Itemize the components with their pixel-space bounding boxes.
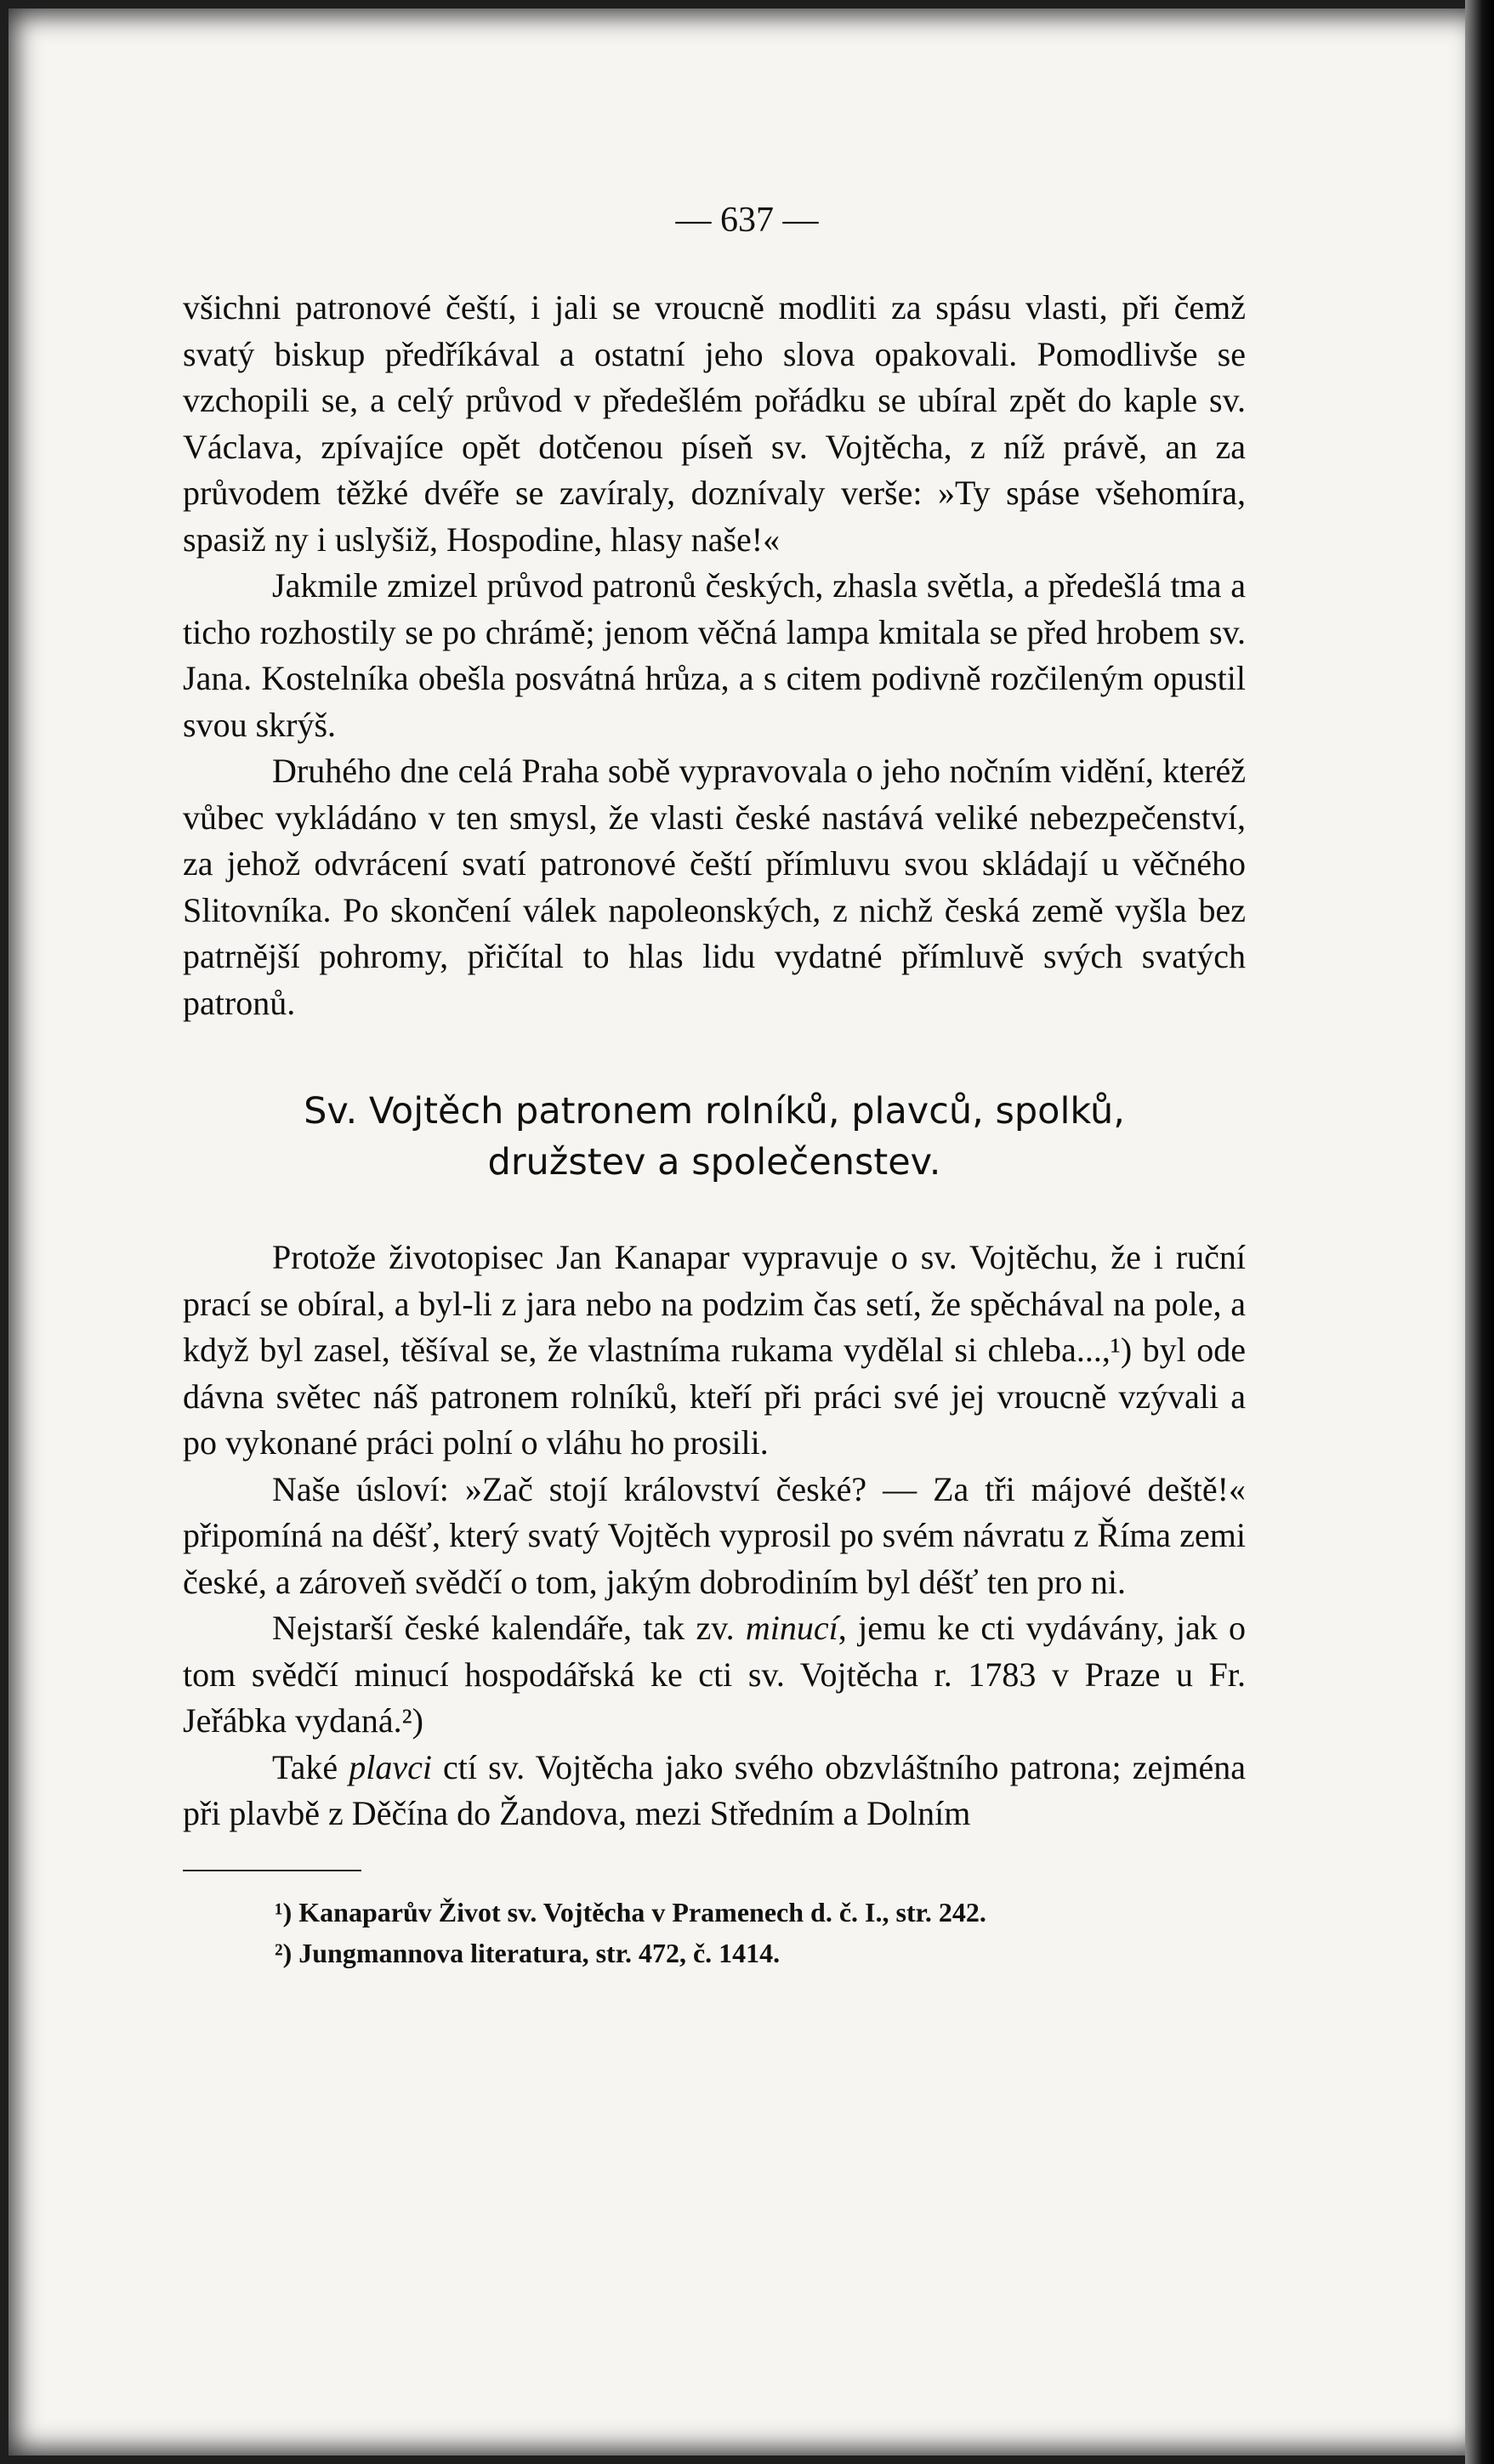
page-number: — 637 —	[675, 201, 819, 240]
paragraph-6	[183, 1605, 1246, 1745]
paragraph-7-italic-term: plavci	[349, 1747, 432, 1786]
paragraph-1: všichni patronové čeští, i jali se vroucně modliti za spásu vlasti, při čemž svatý biskup předříkával a ostatní jeho slova opakovali. Pomodlivše se vzchopili se, a celý průvod v předešlém pořádku se ubíral zpět do kaple sv. Václava, zpívajíce opět dotčenou píseň sv. Vojtěcha, z níž právě, an za průvodem těžké dvéře se zavíraly, doznívaly verše: »Ty spáse všehomíra, spasiž ny i uslyšiž, Hospodine, hlasy naše!«	[183, 288, 1246, 559]
paragraph-7-text-end: ctí sv. Vojtěcha jako svého obzvláštního patrona; zejména při plavbě z Děčína do Žandova, mezi Středním a Dolním	[183, 1747, 1246, 1832]
paragraph-2: Jakmile zmizel průvod patronů českých, zhasla světla, a předešlá tma a ticho rozhostily se po chrámě; jenom věčná lampa kmitala se před hrobem sv. Jana. Kostelníka obešla posvátná hrůza, a s citem podivně rozčileným opustil svou skrýš.	[183, 566, 1246, 744]
paragraph-4: Protože životopisec Jan Kanapar vypravuje o sv. Vojtěchu, že i ruční prací se obíral, a byl-li z jara nebo na podzim čas setí, že spěchával na pole, a když byl zasel, těšíval se, že vlastníma rukama vydělal si chleba...,¹) byl ode dávna světec náš patronem rolníků, kteří při práci své jej vroucně vzývali a po vykonané práci polní o vláhu ho prosili.	[183, 1238, 1246, 1462]
paragraph-3: Druhého dne celá Praha sobě vypravovala o jeho nočním vidění, kteréž vůbec vykládáno v ten smysl, že vlasti české nastává veliké nebezpečenství, za jehož odvrácení svatí patronové čeští přímluvu svou skládají u věčného Slitovníka. Po skončení válek napoleonských, z nichž česká země vyšla bez patrnější pohromy, přičítal to hlas lidu vydatné přímluvě svých svatých patronů.	[183, 752, 1246, 1022]
section-heading	[183, 1086, 1246, 1188]
paragraph-6-italic-term: minucí	[745, 1609, 838, 1647]
section-heading-line-2: družstev a společenstev.	[487, 1141, 941, 1184]
paragraph-7-text-start: Také	[272, 1747, 349, 1786]
footnote-2: ²) Jungmannova literatura, str. 472, č. 1414.	[275, 1937, 781, 1968]
paragraph-7	[183, 1745, 1246, 1837]
footnote-1: ¹) Kanaparův Život sv. Vojtěcha v Pramenech d. č. I., str. 242.	[275, 1896, 986, 1927]
paragraph-5: Naše úsloví: »Zač stojí království české? — Za tři májové deště!« připomíná na déšť, který svatý Vojtěch vyprosil po svém návratu z Říma zemi české, a zároveň svědčí o tom, jakým dobrodiním byl déšť ten pro ni.	[183, 1469, 1246, 1601]
paragraph-6-text-end: , jemu ke cti vydávány, jak o tom svědčí minucí hospodářská ke cti sv. Vojtěcha r. 1783 v Praze u Fr. Jeřábka vydaná.²)	[183, 1609, 1246, 1740]
footnotes	[183, 1892, 1246, 1973]
page-body	[183, 285, 1246, 1973]
paragraph-6-text-start: Nejstarší české kalendáře, tak zv.	[272, 1609, 746, 1647]
section-heading-line-1: Sv. Vojtěch patronem rolníků, plavců, spolků,	[304, 1090, 1125, 1133]
footnote-divider	[183, 1870, 361, 1871]
